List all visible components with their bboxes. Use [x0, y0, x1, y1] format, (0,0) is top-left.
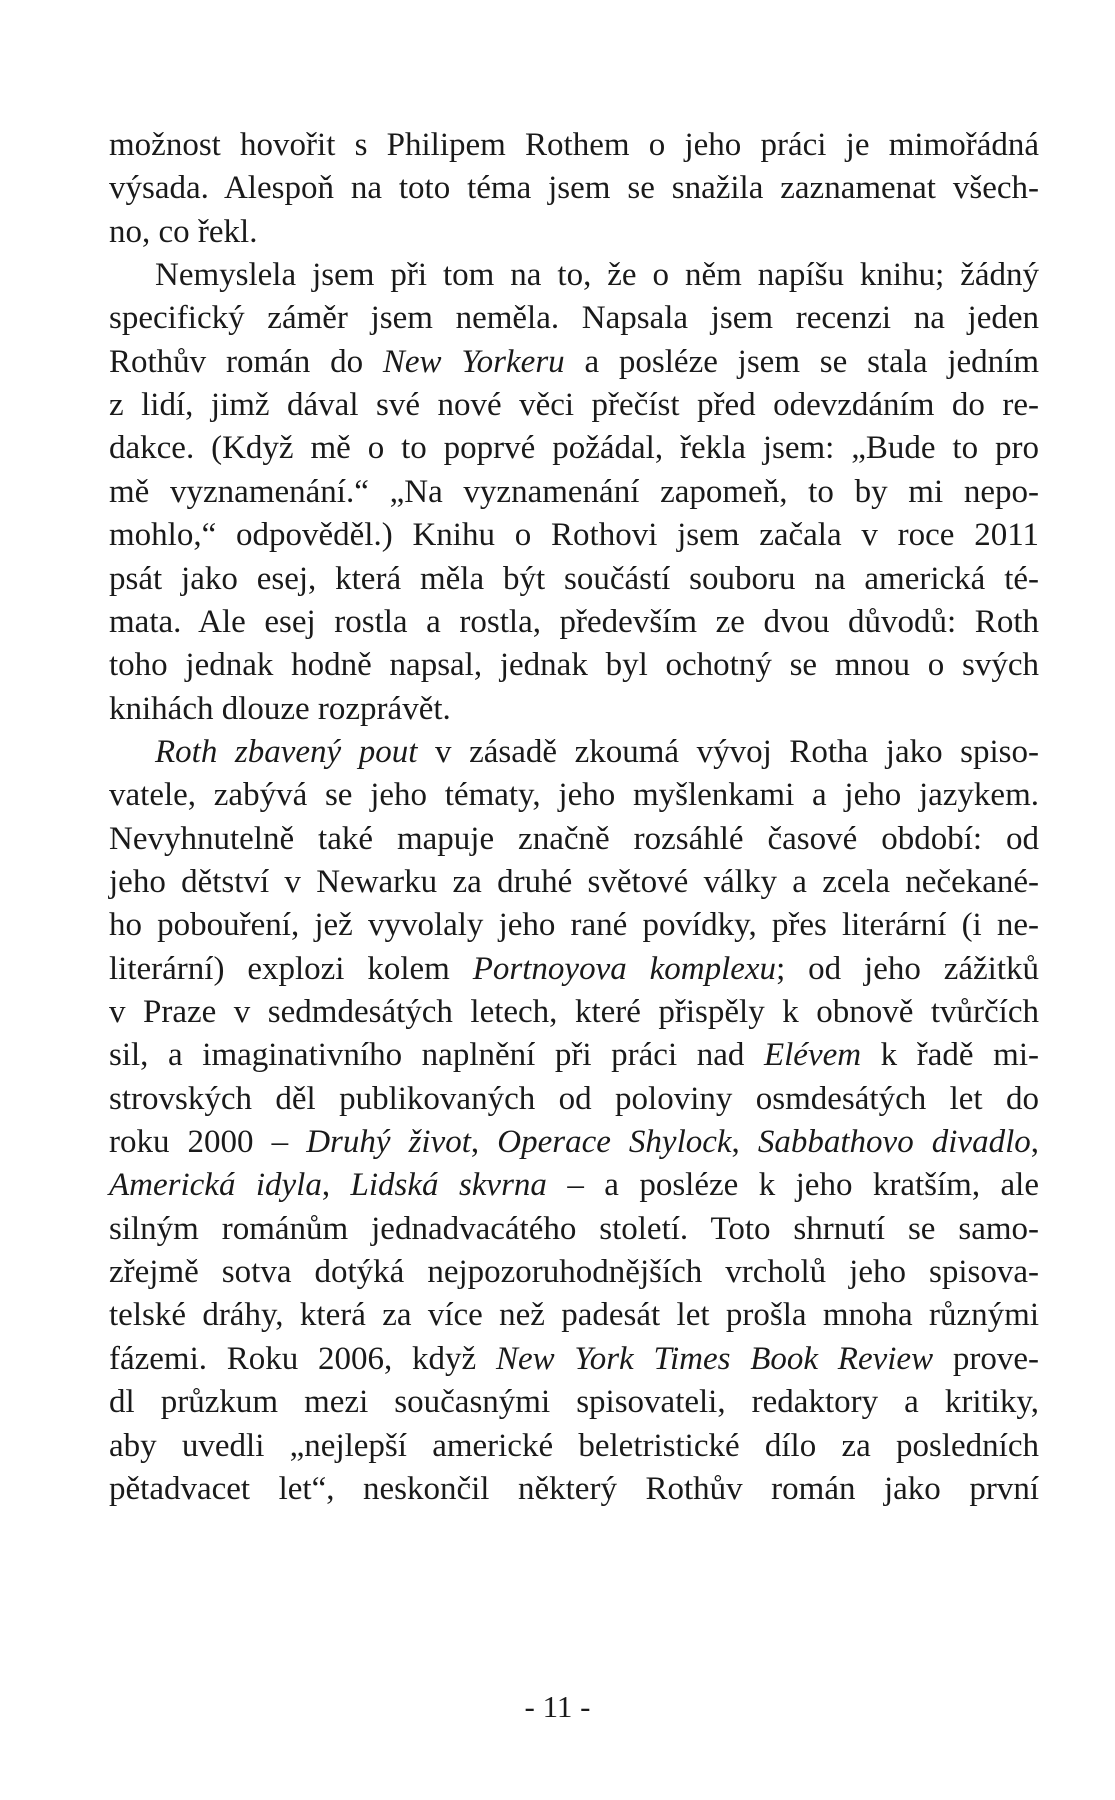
text-line — [109, 1249, 1039, 1295]
text-run: knihách dlouze rozprávět. — [109, 690, 451, 727]
text-run: v Praze v sedmdesátých letech, které přispěly k obnově tvůrčích — [109, 994, 1039, 1030]
text-run: literární) explozi kolem — [109, 950, 473, 987]
text-line — [109, 816, 1039, 862]
text-line — [109, 989, 1039, 1035]
text-run: , — [1030, 1124, 1039, 1161]
text-line — [109, 1292, 1039, 1338]
text-run: mata. Ale esej rostla a rostla, především ze dvou důvodů: Roth — [109, 603, 1039, 640]
text-line — [109, 946, 1039, 992]
text-line — [109, 1336, 1039, 1382]
text-run: toho jednak hodně napsal, jednak byl ochotný se mnou o svých — [109, 647, 1039, 684]
text-run: dakce. (Když mě o to poprvé požádal, řekla jsem: „Bude to pro — [109, 430, 1039, 467]
text-line — [109, 512, 1039, 558]
text-run: specifický záměr jsem neměla. Napsala jsem recenzi na jeden — [109, 300, 1039, 337]
text-line — [109, 599, 1039, 645]
text-run: – a posléze k jeho kratším, ale — [546, 1167, 1039, 1204]
text-line — [109, 642, 1039, 688]
italic-title: Sabbathovo divadlo — [757, 1124, 1031, 1161]
text-run: jeho dětství v Newarku za druhé světové války a zcela nečekané- — [109, 863, 1039, 900]
text-line — [109, 469, 1039, 515]
text-line — [109, 122, 1039, 168]
text-line — [109, 556, 1039, 602]
italic-title: New York Times Book Review — [495, 1340, 934, 1377]
text-line — [109, 902, 1039, 948]
text-line — [109, 209, 1039, 255]
text-line — [109, 295, 1039, 341]
text-run: v zásadě zkoumá vývoj Rotha jako spiso- — [417, 733, 1040, 770]
text-line — [109, 686, 1039, 732]
italic-title: Operace Shylock — [497, 1124, 732, 1161]
italic-title: New Yorkeru — [382, 343, 565, 380]
text-line — [155, 252, 1039, 298]
text-run: psát jako esej, která měla být součástí souboru na americká té- — [109, 560, 1039, 597]
text-line — [109, 859, 1039, 905]
text-run: Nemyslela jsem při tom na to, že o něm napíšu knihu; žádný — [155, 257, 1039, 294]
text-run: fázemi. Roku 2006, když — [109, 1340, 496, 1377]
text-run: mohlo,“ odpověděl.) Knihu o Rothovi jsem začala v roce 2011 — [109, 517, 1039, 554]
italic-title: Elévem — [763, 1037, 862, 1074]
text-run: strovských děl publikovaných od poloviny osmdesátých let do — [109, 1080, 1039, 1117]
text-line — [109, 382, 1039, 428]
text-run: zřejmě sotva dotýká nejpozoruhodnějších vrcholů jeho spisova- — [109, 1254, 1039, 1291]
text-run: Nevyhnutelně také mapuje značně rozsáhlé časové období: od — [109, 820, 1039, 857]
text-run: ho pobouření, jež vyvolaly jeho rané povídky, přes literární (i ne- — [109, 907, 1039, 944]
text-run: roku 2000 – — [109, 1124, 307, 1161]
text-line — [109, 1162, 1039, 1208]
text-run: , — [470, 1124, 498, 1161]
text-line — [109, 165, 1039, 211]
italic-title: Americká idyla — [109, 1167, 322, 1204]
text-line — [109, 1379, 1039, 1425]
text-line — [155, 729, 1039, 775]
text-run: výsada. Alespoň na toto téma jsem se snažila zaznamenat všech- — [109, 170, 1039, 207]
italic-title: Lidská skvrna — [350, 1167, 547, 1204]
text-run: telské dráhy, která za více než padesát let prošla mnoha různými — [109, 1297, 1039, 1334]
text-run: mě vyznamenání.“ „Na vyznamenání zapomeň, to by mi nepo- — [109, 473, 1039, 510]
text-line — [109, 1032, 1039, 1078]
text-line — [109, 1076, 1039, 1122]
italic-title: Roth zbavený pout — [155, 733, 418, 770]
text-run: prove- — [933, 1340, 1039, 1377]
text-run: , — [321, 1167, 351, 1204]
text-run: , — [731, 1124, 758, 1161]
text-line — [109, 425, 1039, 471]
text-line — [109, 1466, 1039, 1512]
italic-title: Druhý život — [306, 1124, 471, 1161]
text-line — [109, 772, 1039, 818]
text-run: z lidí, jimž dával své nové věci přečíst před odevzdáním do re- — [109, 387, 1039, 424]
text-line — [109, 1423, 1039, 1469]
text-run: k řadě mi- — [861, 1037, 1039, 1074]
text-run: Rothův román do — [109, 343, 383, 380]
text-run: no, co řekl. — [109, 213, 258, 250]
text-run: sil, a imaginativního naplnění při práci nad — [109, 1037, 764, 1074]
text-line — [109, 1206, 1039, 1252]
text-run: dl průzkum mezi současnými spisovateli, redaktory a kritiky, — [109, 1384, 1039, 1421]
italic-title: Portnoyova komplexu — [472, 950, 777, 987]
text-line — [109, 1119, 1039, 1165]
text-run: a posléze jsem se stala jedním — [564, 343, 1040, 380]
text-run: pětadvacet let“, neskončil některý Rothův román jako první — [109, 1470, 1039, 1507]
text-run: vatele, zabývá se jeho tématy, jeho myšlenkami a jeho jazykem. — [109, 777, 1039, 814]
page-number: - 11 - — [524, 1689, 591, 1724]
text-run: aby uvedli „nejlepší americké beletristické dílo za posledních — [109, 1427, 1039, 1464]
text-line — [109, 339, 1039, 385]
text-run: silným románům jednadvacátého století. Toto shrnutí se samo- — [109, 1210, 1039, 1247]
text-run: ; od jeho zážitků — [776, 950, 1040, 987]
text-run: možnost hovořit s Philipem Rothem o jeho práci je mimořádná — [109, 127, 1039, 163]
